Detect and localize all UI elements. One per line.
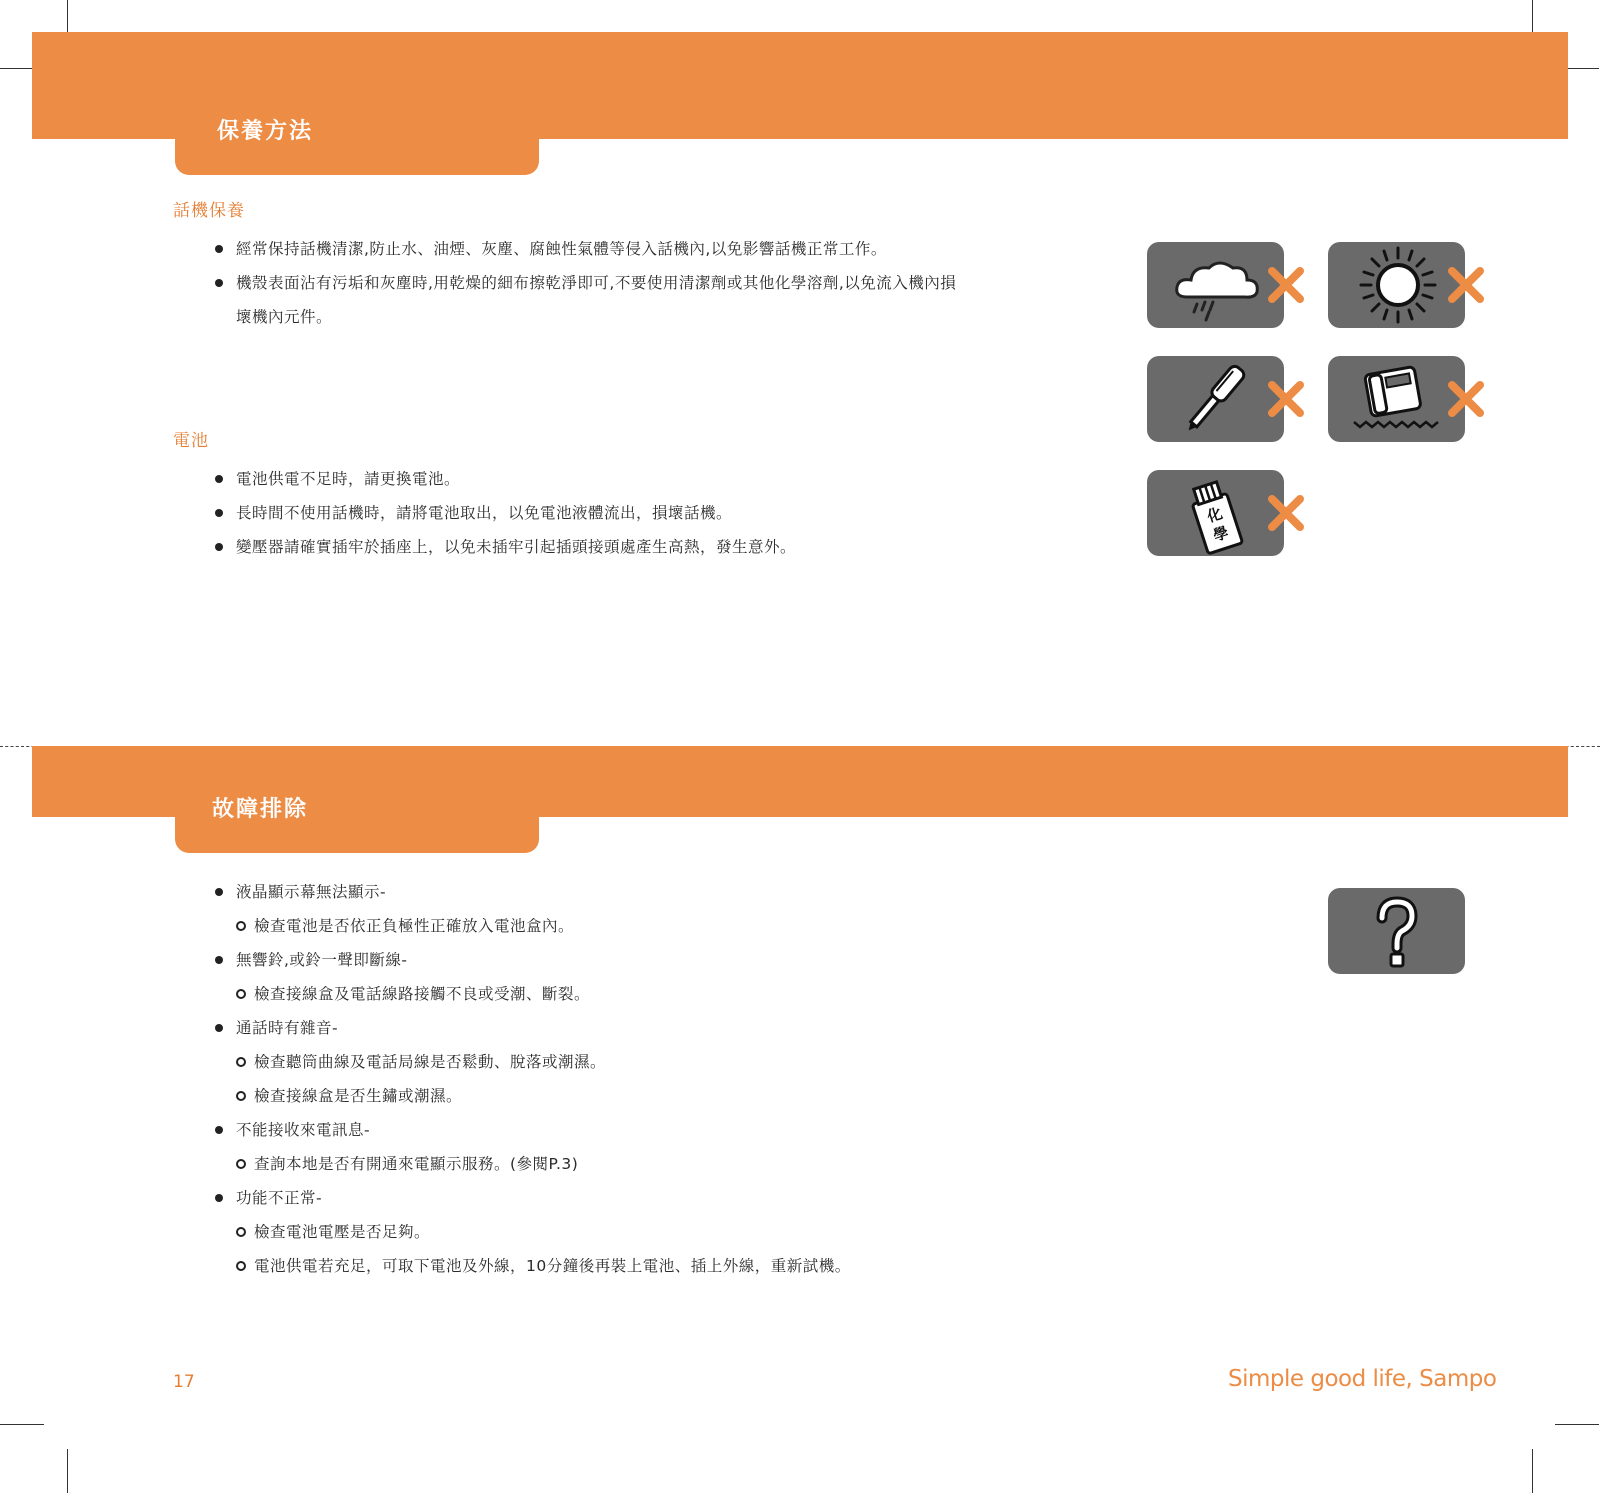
brand-slogan: Simple good life, Sampo — [1228, 1366, 1497, 1392]
check-item: 查詢本地是否有開通來電顯示服務。(參閱P.3) — [212, 1147, 851, 1181]
question-mark-icon — [1328, 888, 1465, 974]
list-item: 經常保持話機清潔,防止水、油煙、灰塵、腐蝕性氣體等侵入話機內,以免影響話機正常工作。 — [212, 232, 956, 266]
prohibited-x-icon — [1266, 379, 1306, 419]
rain-cloud-icon — [1147, 242, 1284, 328]
phone-in-water-icon — [1328, 356, 1465, 442]
problem-item: 無響鈴,或鈴一聲即斷線- — [212, 943, 851, 977]
prohibited-x-icon — [1266, 265, 1306, 305]
check-item: 檢查電池電壓是否足夠。 — [212, 1215, 851, 1249]
problem-item: 功能不正常- — [212, 1181, 851, 1215]
screwdriver-icon — [1147, 356, 1284, 442]
chemical-label: 化 — [1204, 504, 1225, 526]
phone-care-heading: 話機保養 — [173, 201, 245, 221]
crop-mark — [67, 1449, 68, 1493]
phone-care-list — [212, 232, 956, 334]
check-item: 檢查電池是否依正負極性正確放入電池盒內。 — [212, 909, 851, 943]
no-rain-icon-box — [1147, 242, 1284, 328]
list-item: 機殼表面沾有污垢和灰塵時,用乾燥的細布擦乾淨即可,不要使用清潔劑或其他化學溶劑,以免流入機內損 — [212, 266, 956, 300]
no-disassembly-icon-box — [1147, 356, 1284, 442]
check-item: 檢查接線盒是否生鏽或潮濕。 — [212, 1079, 851, 1113]
battery-list — [212, 462, 796, 564]
no-sun-icon-box — [1328, 242, 1465, 328]
crop-mark — [1555, 1424, 1599, 1425]
check-item: 檢查聽筒曲線及電話局線是否鬆動、脫落或潮濕。 — [212, 1045, 851, 1079]
troubleshooting-list — [212, 875, 851, 1283]
help-icon-box — [1328, 888, 1465, 974]
list-item: 長時間不使用話機時，請將電池取出，以免電池液體流出，損壞話機。 — [212, 496, 796, 530]
problem-item: 不能接收來電訊息- — [212, 1113, 851, 1147]
care-title: 保養方法 — [217, 119, 314, 144]
check-item: 電池供電若充足，可取下電池及外線，10分鐘後再裝上電池、插上外線，重新試機。 — [212, 1249, 851, 1283]
crop-mark — [1532, 1449, 1533, 1493]
problem-item: 液晶顯示幕無法顯示- — [212, 875, 851, 909]
crop-mark — [0, 1424, 44, 1425]
prohibited-x-icon — [1266, 493, 1306, 533]
no-chemicals-icon-box — [1147, 470, 1284, 556]
prohibited-x-icon — [1446, 265, 1486, 305]
list-item-continuation: 壞機內元件。 — [236, 308, 333, 326]
check-item: 檢查接線盒及電話線路接觸不良或受潮、斷裂。 — [212, 977, 851, 1011]
page-number: 17 — [173, 1372, 195, 1392]
troubleshooting-title: 故障排除 — [212, 797, 309, 822]
list-item: 變壓器請確實插牢於插座上，以免未插牢引起插頭接頭處產生高熱，發生意外。 — [212, 530, 796, 564]
problem-item: 通話時有雜音- — [212, 1011, 851, 1045]
no-water-icon-box — [1328, 356, 1465, 442]
list-item: 電池供電不足時，請更換電池。 — [212, 462, 796, 496]
chemical-bottle-icon — [1147, 470, 1284, 556]
battery-heading: 電池 — [173, 431, 209, 451]
prohibited-x-icon — [1446, 379, 1486, 419]
sun-icon — [1328, 242, 1465, 328]
chemical-label: 學 — [1210, 523, 1231, 545]
